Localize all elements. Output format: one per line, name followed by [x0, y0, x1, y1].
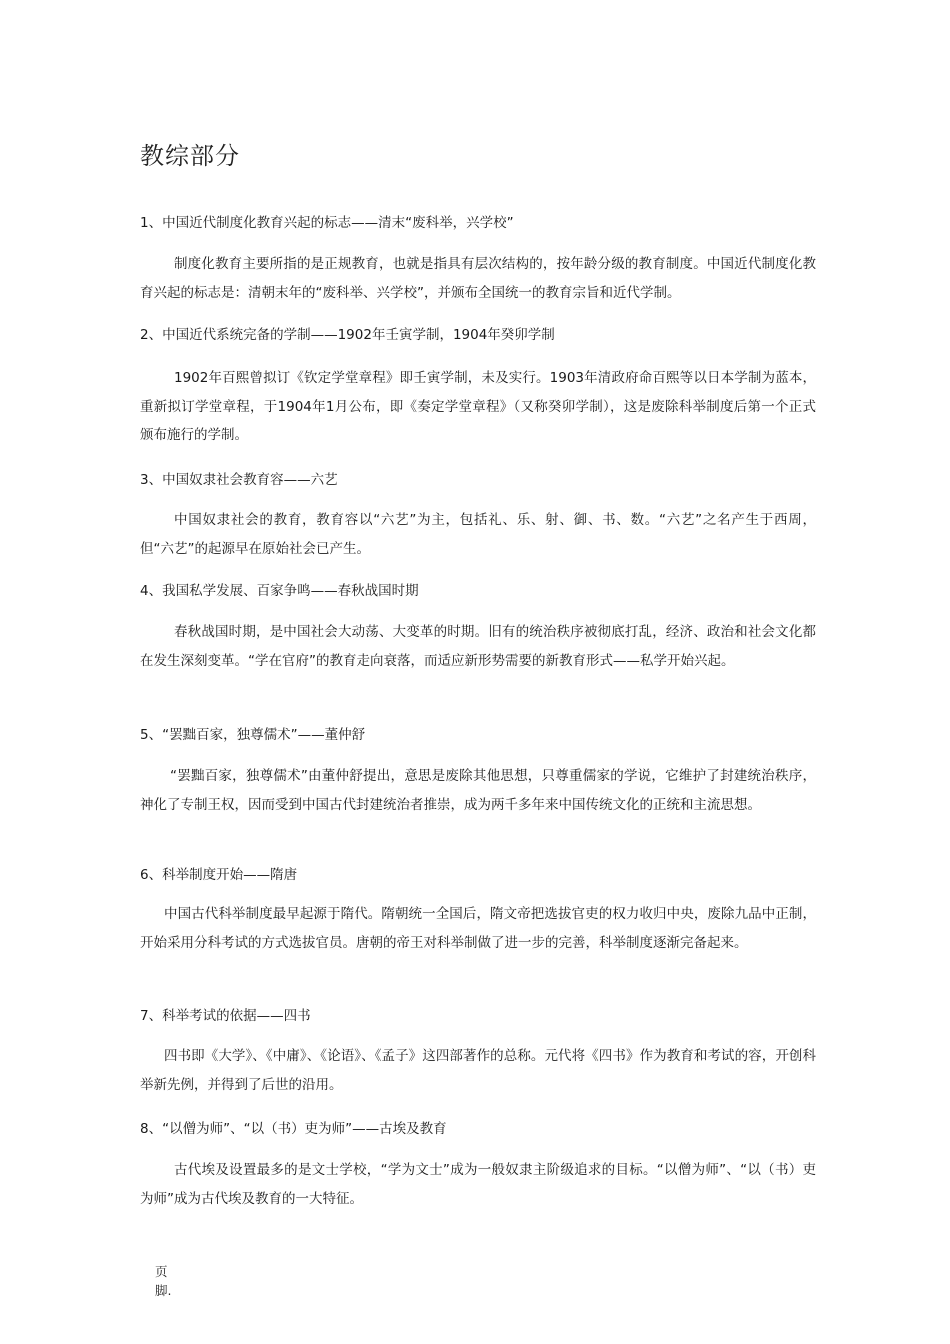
section-3-body: 中国奴隶社会的教育，教育容以“六艺”为主，包括礼、乐、射、御、书、数。“六艺”之名产生于西周，但“六艺”的起源早在原始社会已产生。	[140, 512, 816, 557]
section-7-heading: 7、科举考试的依据——四书	[140, 1008, 311, 1024]
footer-line-1: 页	[155, 1264, 168, 1279]
section-3-heading: 3、中国奴隶社会教育容——六艺	[140, 472, 338, 488]
section-6-heading: 6、科举制度开始——隋唐	[140, 867, 298, 883]
section-8-body: 古代埃及设置最多的是文士学校，“学为文士”成为一般奴隶主阶级追求的目标。“以僧为师”、“以（书）吏为师”成为古代埃及教育的一大特征。	[140, 1162, 816, 1207]
page-footer	[155, 1262, 171, 1300]
section-7-body: 四书即《大学》、《中庸》、《论语》、《孟子》这四部著作的总称。元代将《四书》作为教育和考试的容，开创科举新先例，并得到了后世的沿用。	[140, 1048, 816, 1093]
section-5-heading: 5、“罢黜百家，独尊儒术”——董仲舒	[140, 727, 366, 743]
section-1-heading: 1、中国近代制度化教育兴起的标志——清末“废科举，兴学校”	[140, 215, 514, 231]
document-title: 教综部分	[140, 142, 240, 170]
section-1-body: 制度化教育主要所指的是正规教育，也就是指具有层次结构的，按年龄分级的教育制度。中国近代制度化教育兴起的标志是：清朝末年的“废科举、兴学校”，并颁布全国统一的教育宗旨和近代学制。	[140, 256, 816, 301]
section-4-body: 春秋战国时期，是中国社会大动荡、大变革的时期。旧有的统治秩序被彻底打乱，经济、政治和社会文化都在发生深刻变革。“学在官府”的教育走向衰落，而适应新形势需要的新教育形式——私学开始兴起。	[140, 624, 816, 669]
section-8-heading: 8、“以僧为师”、“以（书）吏为师”——古埃及教育	[140, 1121, 447, 1137]
footer-line-2: 脚.	[155, 1283, 172, 1298]
section-4-heading: 4、我国私学发展、百家争鸣——春秋战国时期	[140, 583, 419, 599]
section-5-body: “罢黜百家，独尊儒术”由董仲舒提出，意思是废除其他思想，只尊重儒家的学说，它维护了封建统治秩序，神化了专制王权，因而受到中国古代封建统治者推崇，成为两千多年来中国传统文化的正统和主流思想。	[140, 768, 816, 813]
section-6-body: 中国古代科举制度最早起源于隋代。隋朝统一全国后，隋文帝把选拔官吏的权力收归中央，废除九品中正制，开始采用分科考试的方式选拔官员。唐朝的帝王对科举制做了进一步的完善，科举制度逐渐完备起来。	[140, 906, 816, 951]
section-2-heading: 2、中国近代系统完备的学制——1902年壬寅学制，1904年癸卯学制	[140, 327, 555, 343]
section-2-body: 1902年百熙曾拟订《钦定学堂章程》即壬寅学制，未及实行。1903年清政府命百熙等以日本学制为蓝本，重新拟订学堂章程，于1904年1月公布，即《奏定学堂章程》（又称癸卯学制），这是废除科举制度后第一个正式颁布施行的学制。	[140, 370, 816, 443]
